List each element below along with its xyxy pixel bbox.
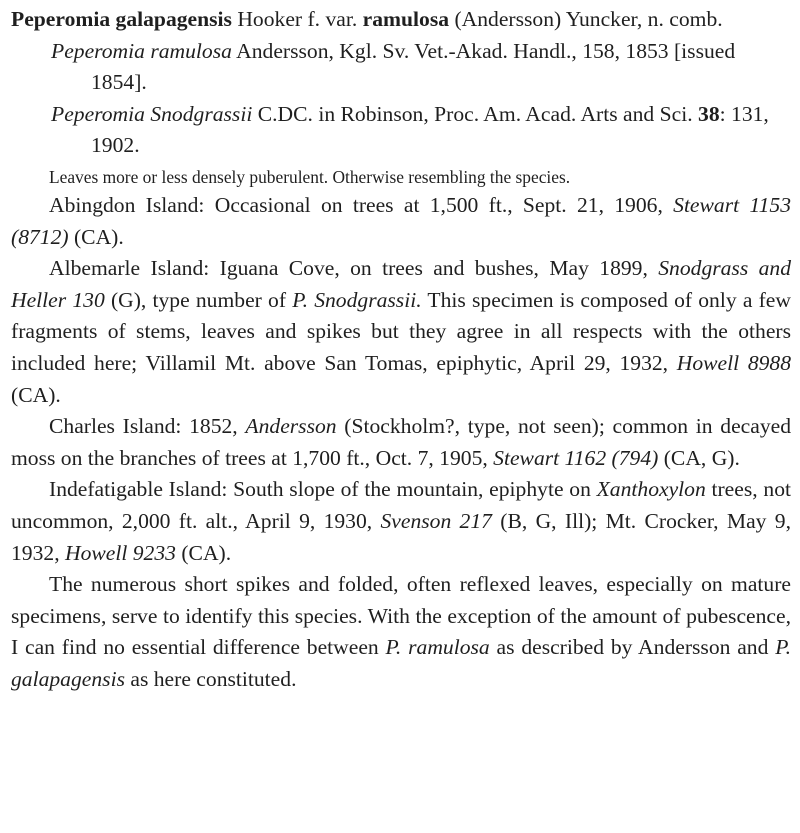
taxon-heading <box>11 4 791 36</box>
description: Leaves more or less densely puberulent. Otherwise resembling the species. <box>49 166 571 187</box>
albemarle-text-1: Albemarle Island: Iguana Cove, on trees and bushes, May 1899, <box>49 256 659 281</box>
synonym-1-citation: Andersson, Kgl. Sv. Vet.-Akad. Handl., 158, 1853 [issued 1854]. <box>91 38 736 95</box>
abingdon-number: (8712) <box>11 224 69 249</box>
synonym-2 <box>11 99 791 162</box>
discussion-text-3: as here constituted. <box>124 666 297 691</box>
albemarle-collector-2: Howell 8988 <box>676 350 792 375</box>
locality-charles <box>11 411 791 474</box>
synonym-1 <box>11 36 791 99</box>
albemarle-text-4: (CA). <box>11 382 61 407</box>
charles-number: (794) <box>611 445 659 470</box>
albemarle-type-name: P. Snodgrassii. <box>292 287 422 312</box>
indefatigable-plant: Xanthoxylon <box>596 477 706 502</box>
indefatigable-text-3: (B, G, Ill); Mt. Crocker, May 9, 1932, <box>11 508 791 565</box>
charles-text-2: (Stockholm?, type, not seen); common in decayed moss on the branches of trees at 1,700 ft., Oct. 7, 1905, <box>11 414 791 470</box>
discussion-text-2: as described by Andersson and <box>489 635 776 660</box>
discussion-name-1: P. ramulosa <box>385 635 490 660</box>
albemarle-text-2: (G), type number of <box>104 287 293 312</box>
discussion <box>11 569 791 695</box>
abingdon-herbaria: (CA). <box>68 224 124 249</box>
indefatigable-text-2: trees, not uncommon, 2,000 ft. alt., April 9, 1930, <box>11 477 791 533</box>
charles-collector-1: Andersson <box>245 414 337 439</box>
abingdon-collector: Stewart 1153 <box>673 192 791 217</box>
discussion-text-1: The numerous short spikes and folded, often reflexed leaves, especially on mature specimens, serve to identify this species. With the exception of the amount of pubescence, I can find no essential difference between <box>11 572 791 660</box>
synonym-2-citation-post: : 131, 1902. <box>91 101 769 158</box>
albemarle-collector-1: Snodgrass and Heller 130 <box>11 256 792 312</box>
charles-collector-2: Stewart 1162 <box>493 445 607 470</box>
species-author: Hooker f. var. <box>231 7 363 31</box>
locality-abingdon <box>11 190 791 253</box>
synonym-2-name: Peperomia Snodgrassii <box>51 101 253 126</box>
charles-text-1: Charles Island: 1852, <box>49 414 246 439</box>
synonym-2-citation-pre: C.DC. in Robinson, Proc. Am. Acad. Arts and Sci. <box>252 101 699 126</box>
species-name: Peperomia galapagensis <box>11 7 232 31</box>
synonym-2-volume: 38 <box>698 101 720 126</box>
indefatigable-collector-2: Howell 9233 <box>64 540 176 565</box>
indefatigable-text-4: (CA). <box>175 540 232 565</box>
indefatigable-text-1: Indefatigable Island: South slope of the mountain, epiphyte on <box>49 477 597 502</box>
albemarle-text-3: This specimen is composed of only a few fragments of stems, leaves and spikes but they agree in all respects with the others included here; Villamil Mt. above San Tomas, epiphytic, April 29, 1932, <box>11 287 791 375</box>
locality-albemarle <box>11 253 791 411</box>
charles-text-3: (CA, G). <box>658 445 740 470</box>
discussion-name-2: P. galapagensis <box>11 635 792 691</box>
synonym-1-name: Peperomia ramulosa <box>51 38 232 63</box>
indefatigable-collector-1: Svenson 217 <box>380 508 492 533</box>
locality-indefatigable <box>11 474 791 569</box>
variety-name: ramulosa <box>362 7 450 31</box>
document-page <box>11 4 791 695</box>
abingdon-text: Abingdon Island: Occasional on trees at 1,500 ft., Sept. 21, 1906, <box>49 192 674 217</box>
variety-author: (Andersson) Yuncker, n. comb. <box>449 7 723 31</box>
